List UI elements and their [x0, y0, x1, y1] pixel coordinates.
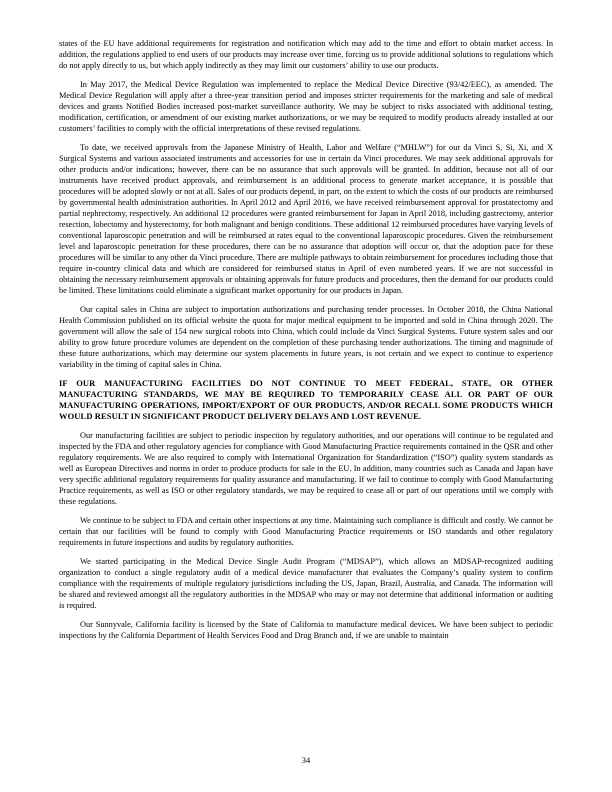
page-number: 34 — [301, 755, 311, 765]
paragraph-china-capital-sales: Our capital sales in China are subject to importation authorizations and purchasing tender processes. In October 2018, the China National Health Commission published on its official website the quota for major medical equipment to be imported and sold in China through 2020. The government will allow the sale of 154 new surgical robots into China, which could include da Vinci Surgical Systems. Future system sales and our ability to grow future procedure volumes are dependent on the completion of these purchasing tender authorizations. The timing and magnitude of these future authorizations, which may determine our system placements in future years, is not certain and we expect to continue to experience variability in the timing of capital sales in China. — [59, 305, 553, 369]
paragraph-sunnyvale-facility: Our Sunnyvale, California facility is licensed by the State of California to manufacture medical devices. We have been subject to periodic inspections by the California Department of Health Services Food and Drug Branch and, if we are unable to maintain — [59, 620, 553, 640]
paragraph-medical-device-regulation: In May 2017, the Medical Device Regulation was implemented to replace the Medical Device Directive (93/42/EEC), as amended. The Medical Device Regulation will apply after a three-year transition period and imposes stricter requirements for the marketing and sale of medical devices and grants Notified Bodies increased post-market surveillance authority. We may be subject to risks associated with additional testing, modification, certification, or amendment of our existing market authorizations, or we may be required to modify products already installed at our customers’ facilities to comply with the official interpretations of these revised regulations. — [59, 80, 553, 133]
paragraph-fda-inspections: We continue to be subject to FDA and certain other inspections at any time. Maintaining such compliance is difficult and costly. We cannot be certain that our facilities will be found to comply with Good Manufacturing Practice requirements or ISO standards and other regulatory requirements in future inspections and audits by regulatory authorities. — [59, 516, 553, 547]
paragraph-eu-requirements: states of the EU have additional requirements for registration and notification which may add to the time and effort to obtain market access. In addition, the regulations applied to end users of our products may increase over time, forcing us to provide additional solutions to regulations which do not apply directly to us, but which apply indirectly as they may limit our customers’ ability to use our products. — [59, 39, 553, 70]
body-text — [59, 38, 553, 649]
section-heading-manufacturing: IF OUR MANUFACTURING FACILITIES DO NOT CONTINUE TO MEET FEDERAL, STATE, OR OTHER MANUFACTURING STANDARDS, WE MAY BE REQUIRED TO TEMPORARILY CEASE ALL OR PART OF OUR MANUFACTURING OPERATIONS, IMPORT/EXPORT OF OUR PRODUCTS, AND/OR RECALL SOME PRODUCTS WHICH WOULD RESULT IN SIGNIFICANT PRODUCT DELIVERY DELAYS AND LOST REVENUE. — [59, 378, 553, 421]
paragraph-manufacturing-inspection: Our manufacturing facilities are subject to periodic inspection by regulatory authorities, and our operations will continue to be regulated and inspected by the FDA and other regulatory agencies for compliance with Good Manufacturing Practice requirements contained in the QSR and other regulatory requirements. We are also required to comply with International Organization for Standardization (“ISO”) quality system standards as well as European Directives and norms in order to produce products for sale in the EU. In addition, many countries such as Canada and Japan have very specific additional regulatory requirements for quality assurance and manufacturing. If we fail to continue to comply with Good Manufacturing Practice requirements, as well as ISO or other regulatory standards, we may be required to cease all or part of our operations until we comply with these regulations. — [59, 431, 553, 506]
paragraph-japan-approvals: To date, we received approvals from the Japanese Ministry of Health, Labor and Welfare (“MHLW”) for our da Vinci S, Si, Xi, and X Surgical Systems and various associated instruments and accessories for use in certain da Vinci procedures. We may seek additional approvals for other products and/or indications; however, there can be no assurance that such approvals will be granted. In addition, because not all of our instruments have received product approvals, and reimbursement is an additional process to generate market acceptance, it is possible that procedures will be adopted slowly or not at all. Sales of our products depend, in part, on the extent to which the costs of our products are reimbursed by governmental health administration authorities. In April 2012 and April 2016, we have received reimbursement approval for prostatectomy and partial nephrectomy, respectively. An additional 12 procedures were granted reimbursement for Japan in April 2018, including gastrectomy, anterior resection, lobectomy and hysterectomy, for both malignant and benign conditions. These additional 12 reimbursed procedures have varying levels of conventional laparoscopic penetration and will be reimbursed at rates equal to the conventional laparoscopic procedures. Given the reimbursement level and laparoscopic penetration for these procedures, there can be no assurance that adoption will occur or, that the adoption pace for these procedures will be similar to any other da Vinci procedure. There are multiple pathways to obtain reimbursement for procedures including those that require in-country clinical data and which are considered for reimbursed status in April of even numbered years. If we are not successful in obtaining the necessary reimbursement approvals or obtaining approvals for future products and procedures, then the demand for our products could be limited. These limitations could eliminate a significant market opportunity for our products in Japan. — [59, 143, 553, 295]
paragraph-mdsap: We started participating in the Medical Device Single Audit Program (“MDSAP”), which allows an MDSAP-recognized auditing organization to conduct a single regulatory audit of a medical device manufacturer that evaluates the Company’s quality system to confirm compliance with the requirements of multiple regulatory jurisdictions including the US, Japan, Brazil, Australia, and Canada. The information will be shared and reviewed amongst all the regulatory authorities in the MDSAP who may or may not determine that additional information or auditing is required. — [59, 557, 553, 610]
